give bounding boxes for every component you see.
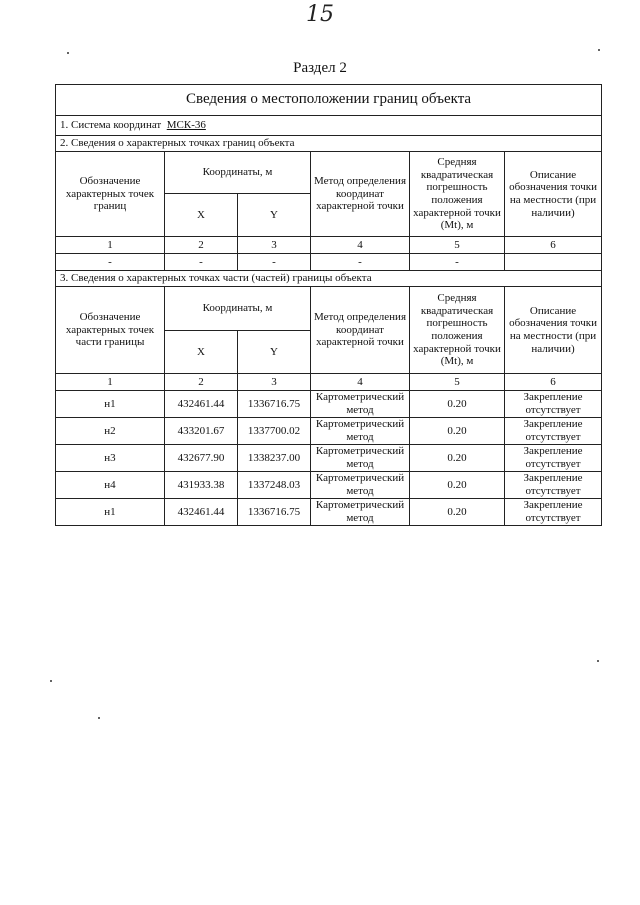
main-title: Сведения о местоположении границ объекта	[56, 85, 602, 116]
part2-cell: -	[238, 254, 311, 271]
part2-cell: -	[410, 254, 505, 271]
mt-cell: 0.20	[410, 391, 505, 418]
part2-cell: -	[311, 254, 410, 271]
method-cell: Картометрический метод	[311, 472, 410, 499]
table-row	[56, 499, 602, 526]
point-id-cell: н1	[56, 499, 165, 526]
point-id-cell: н1	[56, 391, 165, 418]
boundaries-table	[55, 84, 602, 526]
part2-cell: -	[165, 254, 238, 271]
x-cell: 431933.38	[165, 472, 238, 499]
part2-number-cell: 4	[311, 237, 410, 254]
scan-speck	[67, 52, 69, 54]
mt-cell: 0.20	[410, 445, 505, 472]
part3-header-method: Метод определения координат характерной точки	[311, 287, 410, 374]
y-cell: 1336716.75	[238, 391, 311, 418]
scan-speck	[98, 717, 100, 719]
desc-cell: Закрепление отсутствует	[505, 499, 602, 526]
mt-cell: 0.20	[410, 472, 505, 499]
part3-header-accuracy: Средняя квадратическая погрешность положения характерной точки (Mt), м	[410, 287, 505, 374]
part2-header-x: X	[165, 194, 238, 237]
method-cell: Картометрический метод	[311, 499, 410, 526]
desc-cell: Закрепление отсутствует	[505, 445, 602, 472]
mt-cell: 0.20	[410, 499, 505, 526]
part2-header-y: Y	[238, 194, 311, 237]
part2-header-description: Описание обозначения точки на местности (при наличии)	[505, 152, 602, 237]
part3-title: 3. Сведения о характерных точках части (частей) границы объекта	[56, 271, 602, 287]
page-number: 15	[306, 2, 334, 27]
y-cell: 1337700.02	[238, 418, 311, 445]
y-cell: 1338237.00	[238, 445, 311, 472]
part3-header-y: Y	[238, 331, 311, 374]
y-cell: 1337248.03	[238, 472, 311, 499]
part2-header-coords: Координаты, м	[165, 152, 311, 194]
scan-speck	[50, 680, 52, 682]
mt-cell: 0.20	[410, 418, 505, 445]
desc-cell: Закрепление отсутствует	[505, 472, 602, 499]
method-cell: Картометрический метод	[311, 418, 410, 445]
table-row	[56, 445, 602, 472]
part2-number-cell: 1	[56, 237, 165, 254]
x-cell: 432461.44	[165, 499, 238, 526]
part2-number-cell: 2	[165, 237, 238, 254]
section-title: Раздел 2	[293, 60, 347, 76]
table-row	[56, 418, 602, 445]
table-row	[56, 472, 602, 499]
part3-number-cell: 2	[165, 374, 238, 391]
point-id-cell: н2	[56, 418, 165, 445]
x-cell: 432677.90	[165, 445, 238, 472]
part3-number-cell: 6	[505, 374, 602, 391]
point-id-cell: н3	[56, 445, 165, 472]
part2-header-method: Метод определения координат характерной точки	[311, 152, 410, 237]
scan-speck	[598, 49, 600, 51]
part3-header-designation: Обозначение характерных точек части границы	[56, 287, 165, 374]
desc-cell: Закрепление отсутствует	[505, 391, 602, 418]
part3-number-cell: 1	[56, 374, 165, 391]
part2-number-cell: 3	[238, 237, 311, 254]
coord-system-label: 1. Система координат	[60, 119, 162, 132]
part2-cell	[505, 254, 602, 271]
coord-system-row	[56, 116, 602, 136]
part3-header-x: X	[165, 331, 238, 374]
part3-number-cell: 4	[311, 374, 410, 391]
part2-cell: -	[56, 254, 165, 271]
x-cell: 432461.44	[165, 391, 238, 418]
table-row	[56, 254, 602, 271]
coord-system-value: МСК-36	[166, 119, 206, 132]
part3-header-coords: Координаты, м	[165, 287, 311, 331]
table-row	[56, 391, 602, 418]
method-cell: Картометрический метод	[311, 445, 410, 472]
part3-number-cell: 5	[410, 374, 505, 391]
scan-speck	[597, 660, 599, 662]
y-cell: 1336716.75	[238, 499, 311, 526]
part2-title: 2. Сведения о характерных точках границ объекта	[56, 136, 602, 152]
part2-header-designation: Обозначение характерных точек границ	[56, 152, 165, 237]
part2-number-cell: 6	[505, 237, 602, 254]
part2-number-cell: 5	[410, 237, 505, 254]
method-cell: Картометрический метод	[311, 391, 410, 418]
desc-cell: Закрепление отсутствует	[505, 418, 602, 445]
part3-header-description: Описание обозначения точки на местности (при наличии)	[505, 287, 602, 374]
point-id-cell: н4	[56, 472, 165, 499]
part2-header-accuracy: Средняя квадратическая погрешность положения характерной точки (Mt), м	[410, 152, 505, 237]
part3-number-cell: 3	[238, 374, 311, 391]
x-cell: 433201.67	[165, 418, 238, 445]
